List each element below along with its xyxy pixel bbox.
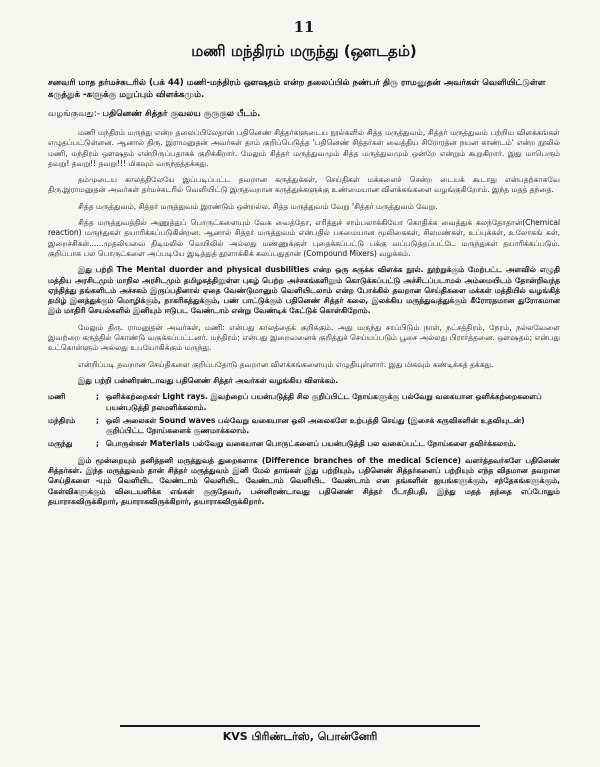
intro-paragraph: சனவரி மாத தர்மச்சுடரில் (பக் 44) மணி-மந்திரம் ஔஷதம் என்ற தலைப்பில் நண்பர் திரு ராமனுதன் அவர்கள் வெளியிட்டுள்ள கருத்துக் -களுக்கு மறுப்பும் விளக்கமும். (48, 78, 546, 100)
page-number: 11 (293, 18, 315, 36)
definition-text: ஒளிக்கற்றைகள் Light rays. இவற்றைப் பயன்படுத்தி சில குறிப்பிட்ட நோய்களுக்கு பல்வேறு வகையான ஒளிக்கற்றைகளைப் பயன்படுத்தி நலமளிக்கலாம். (106, 392, 542, 412)
paragraph-1: மணி மந்திரம் மருந்து என்ற தலைப்பிலேதான் பதினெண் சித்தர்களுடைய நூல்களில் சித்த மருத்துவம், சித்தர் மருத்துவம் பற்றிய விளக்கங்கள் எழுதப்பட்டுள்ளன. ஆனால் திரு. இராமனுதன் அவர்கள் தாம் குறிப்பெடுத்த 'பதினெண் சித்தர்கள் வைத்திய சிரோரத்ன நயன காண்டம்' என்ற நூலில் மணி, மந்திரம் ஔஷதம் என்றிருப்பதாகக் குறிக்கிறார். மேலும் சித்தர் மருத்துவமும் சித்த மருத்துவமும் ஒன்றே என்றும் கூறுகிறார். இது மாபெரும் தவறு! தவறு!! தவறு!!! மிகவும் வருந்தத்தக்கது. (48, 128, 560, 168)
article-title: மணி மந்திரம் மருந்து (ஔடதம்) (191, 42, 417, 60)
definition-text: ஒலி அலைகள் Sound waves பல்வேறு வகையான ஒலி அலைகளே உற்பத்தி செய்து (இசைக் கருவிகளின் உதவியுடன்) குறிப்பிட்ட நோய்களைக் குணமாக்கலாம். (106, 415, 525, 436)
paragraph-4: சித்த மருத்துவத்தில் அணுத்துப் பொருட்களையும் வேக வைத்தோ, எரித்துச் சாம்பலாக்கியோ கொதிக்க வைத்துக் கலந்தோதான்(Chemical reaction) மருந்துகள் தயாரிக்கப்படுகின்றன. ஆனால் சித்தர் மருத்துவம் என்பதில் பசுமையான மூலிகைகள், சிலமண்கள், உப்புக்கள், உலோகங் கள், இறைச்சிகள்......முதலியவை திடிமலில் வெயிலில் அல்லது மண்ணுக்குள் புதைக்கப்பட்டு பக்கு வப்படுத்தப்பட்டே மருந்துகள் தயாரிக்கப்படும். குறிப்பாக பல பொருட்களை அப்படியே இடித்துத் தூளாக்கிக் கலப்பதுதான் (Compound Mixers) வழக்கம். (48, 218, 560, 258)
definition-list (48, 392, 560, 449)
definition-term: மந்திரம் (48, 415, 76, 425)
definition-term: மணி (48, 392, 66, 402)
paragraph-8: இது பற்றி பன்னிரண்டாவது பதினெண் சித்தர் அவர்கள் வழங்கிய விளக்கம். (78, 375, 339, 385)
closing-paragraph: இம் மூன்றையும் தனித்தனி மருத்துவத் துறைகளாக (Difference branches of the medical Science) வளர்த்தவர்களே பதினெண் சித்தர்கள். இந்த மருத்துவம் தான் சித்தர் மருத்துவம் இனி மேல் தாங்கள் இது பற்றியும், பதினெண் சித்தர்களைப் பற்றியும் எந்த விதமான தவறான செய்திகளை -யும் வெளியிட வேண்டாம் வெளியிட வேண்டாம் வெளியிட வேண்டாம் என தங்களின் ஐயங்களுக்கும், சந்தேகங்களுக்கும், கேள்விகளுக்கும் விடையளிக்க எங்கள் குருதேவர், பன்னிரண்டாவது பதினெண் சித்தர் பீடாதிபதி, இந்து மதத் தந்தை எப்போதும் தயாராகவிருக்கிறார், தயாராகவிருக்கிறார், தயாராகவிருக்கிறார். (48, 455, 560, 506)
definition-item (48, 416, 560, 437)
paragraph-3: சித்த மருத்துவம், சித்தர் மருத்துவம் இரண்டும் ஒன்றல்ல. சித்த மருத்துவம் வேறு 'சித்தர் மருத்துவம் வேறு. (78, 201, 438, 211)
definition-text: பொருள்கள் Materials பல்வேறு வகையான பொருட்களைப் பயன்படுத்தி பல வகைப்பட்ட நோய்களை தவிர்க்கலாம். (106, 439, 517, 449)
printer-credit: KVS பிரிண்டர்ஸ், பொன்னேரி (222, 730, 378, 743)
paragraph-6: மேலும் திரு. ராமனுதன் அவர்கள், மணி: என்பது காலத்தைக் குறிக்கும். அது மருந்து சாப்பிடும் நாள், நட்சத்திரம், நேரம், நல்லவேளை இவற்றை கருத்தில் கொண்டு வகுக்கப்பட்டனர். மந்திரம்; என்பது இறைவனைக் குறித்துச் செய்யப்படும் பூசை அல்லது பிரார்த்தனை. ஔஷதம்; என்பது உட்கொள்ளும் அல்லது உபயோகிக்கும் மருந்து. (48, 322, 560, 353)
article-body (48, 128, 560, 507)
definition-term: மருந்து (48, 439, 73, 449)
byline-prefix: வழங்குவது:- (48, 109, 100, 119)
definition-item (48, 392, 560, 413)
footer-divider (120, 725, 480, 727)
definition-item (48, 439, 560, 449)
definition-separator: ; (96, 439, 100, 449)
paragraph-5: இது பற்றி The Mental duorder and physical dusbilities என்ற ஒரு சுருக்க விளக்க நூல். நூற்றுக்கும் மேற்பட்ட அளவில் எழுதி மத்திய அரசிடமும் மாநில அரசிடமும் தமிழகத்திலுள்ள புகழ் பெற்ற அச்சகங்களிலும் கொடுக்கப்பட்டு அச்சிடப்படாமல் அம்மையிடம் தோன்றிவந்த ஏந்தித்து தங்களிடம் அச்சகம் இருப்பதினால் ஏதை வேண்டுமானும் வெளியிடலாம் என்ற போக்கில் தவறான செய்திகளை மக்கள் மத்தியில் வழங்கித் தமிழ் இனத்துக்கும் மொழிக்கும், நாகரிகத்துக்கும், பண் பாட்டுக்கும் பதினெண் சித்தர் கலை, இலக்கிய மருத்துவத்துக்கும் கீரோரதமான துரோகமான இம் மாதிரி செயல்களில் இனியும் ஈடுபட வேண்டாம் என்று வேண்டிக் கேட்டுக் கொள்கிறோம். (48, 265, 560, 316)
paragraph-2: தம்முடைய காலத்திலேயே இப்படிப்பட்ட தவறான கருத்துக்கள், செய்திகள் மக்களைச் சென்ற டையக் கூடாது என்பதற்காகவே திரு.இராமனுதன் அவர்கள் தர்மச்சுடரில் வெளியிட்டு இருதவறான கருத்துக்களுக்கு உண்மையான விளக்கங்களை வழங்குகிறோம். இந்த மதத் தந்தை. (48, 175, 560, 195)
byline (48, 109, 560, 120)
paragraph-7: என்றிப்படி தவறான செய்திகளை குறிப்பதோடு தவறான விளக்கங்களையும் எழுதியுள்ளார். இது மிகவும் கண்டிக்கத் தக்கது. (78, 359, 494, 369)
definition-separator: ; (96, 415, 100, 425)
byline-org: பதினெண் சித்தர் குவலய குருகுல பீடம். (102, 109, 261, 119)
definition-separator: ; (96, 392, 100, 402)
